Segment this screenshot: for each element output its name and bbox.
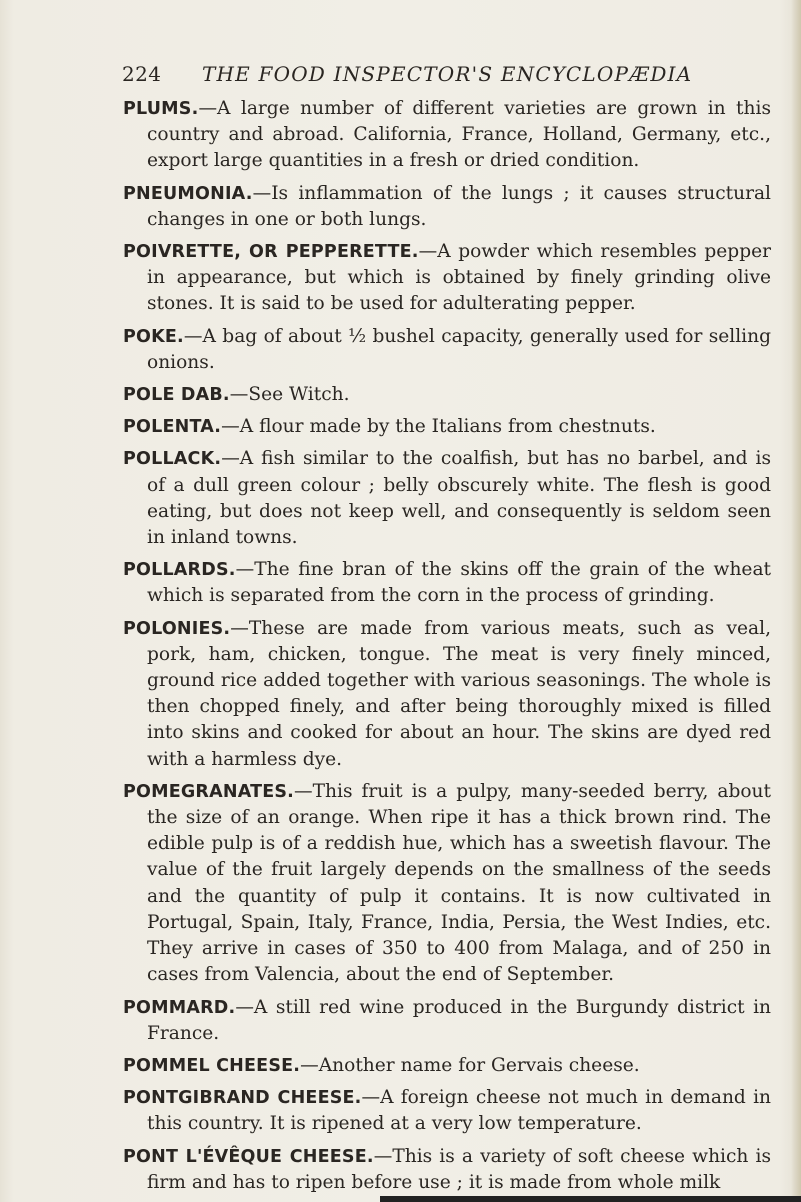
entry-text: —This fruit is a pulpy, many-seeded berry, about the size of an orange. When ripe it has a thick brown rind. The edible pulp is of a reddish hue, which has a sweetish flavour. The value of the fruit largely depends on the smallness of the seeds and the quantity of pulp it contains. It is now cultivated in Portugal, Spain, Italy, France, India, Persia, the West Indies, etc. They arrive in cases of 350 to 400 from Malaga, and of 250 in cases from Valencia, about the end of September. [147, 780, 771, 986]
entry-text: —A powder which resembles pepper in appearance, but which is obtained by finely grinding olive stones. It is said to be used for adulterating pepper. [147, 241, 771, 315]
entry-pole-dab [123, 382, 771, 408]
entry-text: —A foreign cheese not much in demand in this country. It is ripened at a very low temperature. [147, 1087, 771, 1135]
page-number: 224 [122, 62, 162, 86]
entry-pont-leveque-cheese [123, 1144, 771, 1196]
scan-bottom-edge [380, 1196, 801, 1202]
entry-pollack [123, 446, 771, 551]
entry-poivrette [123, 239, 771, 318]
entry-term: PONT L'ÉVÊQUE CHEESE. [123, 1146, 374, 1167]
entry-term: POKE. [123, 326, 184, 347]
entry-term: POLLACK. [123, 449, 222, 470]
entry-polonies [123, 616, 771, 773]
entry-text: —A flour made by the Italians from chestnuts. [221, 416, 656, 438]
entry-term: POLE DAB. [123, 385, 230, 406]
entry-pollards [123, 557, 771, 609]
entry-pontgibrand-cheese [123, 1085, 771, 1137]
entry-term: POIVRETTE, OR PEPPERETTE. [123, 242, 419, 263]
entry-text: —A bag of about ½ bushel capacity, generally used for selling onions. [147, 325, 771, 373]
entry-term: PLUMS. [123, 99, 199, 119]
entry-term: POLENTA. [123, 417, 222, 438]
encyclopedia-entries [123, 96, 771, 1202]
entry-plums [123, 96, 771, 175]
entry-text: —See Witch. [229, 384, 350, 406]
entry-text: —This is a variety of soft cheese which is firm and has to ripen before use ; it is made from whole milk [147, 1145, 772, 1193]
entry-polenta [123, 414, 771, 440]
entry-text: —A still red wine produced in the Burgundy district in France. [147, 996, 771, 1044]
entry-pommard [123, 995, 771, 1047]
entry-term: POMMEL CHEESE. [123, 1055, 301, 1076]
entry-text: —Is inflammation of the lungs ; it causes structural changes in one or both lungs. [147, 182, 771, 230]
entry-term: POLLARDS. [123, 560, 236, 581]
entry-pommel-cheese [123, 1053, 771, 1079]
entry-term: POMMARD. [123, 997, 236, 1018]
entry-text: —Another name for Gervais cheese. [300, 1054, 640, 1076]
entry-term: POMEGRANATES. [123, 781, 295, 802]
page-edge-shadow [791, 0, 801, 1202]
entry-pomegranates [123, 779, 771, 989]
entry-pneumonia [123, 181, 771, 233]
entry-poke [123, 324, 771, 376]
running-title: THE FOOD INSPECTOR'S ENCYCLOPÆDIA [202, 62, 693, 86]
entry-term: PONTGIBRAND CHEESE. [123, 1088, 362, 1109]
entry-term: PNEUMONIA. [123, 183, 253, 204]
entry-text: —A fish similar to the coalfish, but has no barbel, and is of a dull green colour ; belly obscurely white. The flesh is good eating, but does not keep well, and consequently is seldom seen in inland towns. [147, 448, 771, 549]
running-header [122, 62, 762, 86]
entry-text: —These are made from various meats, such as veal, pork, ham, chicken, tongue. The meat is very finely minced, ground rice added together with various seasonings. The whole is then chopped finely, and after being thoroughly mixed is filled into skins and cooked for about an hour. The skins are dyed red with a harmless dye. [147, 617, 771, 770]
entry-term: POLONIES. [123, 618, 231, 639]
entry-text: —The fine bran of the skins off the grain of the wheat which is separated from the corn in the process of grinding. [147, 559, 771, 607]
entry-text: —A large number of different varieties are grown in this country and abroad. California, France, Holland, Germany, etc., export large quantities in a fresh or dried condition. [147, 98, 771, 172]
